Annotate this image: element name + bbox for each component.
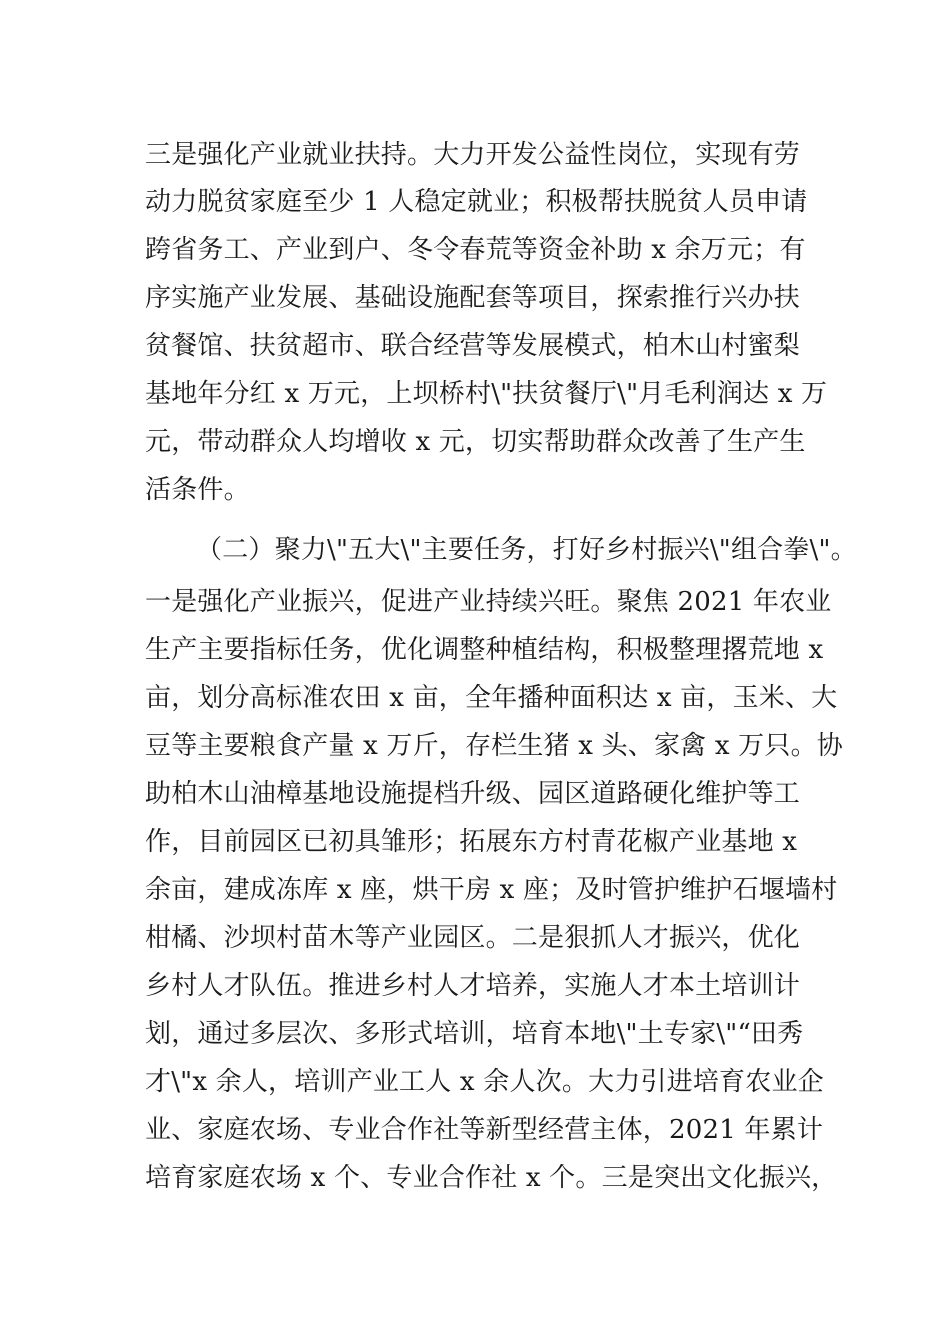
paragraph-line: 豆等主要粮食产量 x 万斤，存栏生猪 x 头、家禽 x 万只。协	[145, 731, 843, 761]
paragraph-line: 三是强化产业就业扶持。大力开发公益性岗位，实现有劳	[145, 140, 801, 170]
paragraph-line: 贫餐馆、扶贫超市、联合经营等发展模式，柏木山村蜜梨	[145, 331, 801, 361]
paragraph-line: 助柏木山油樟基地设施提档升级、园区道路硬化维护等工	[145, 779, 801, 809]
paragraph-line: 活条件。	[145, 475, 250, 505]
paragraph-line: 培育家庭农场 x 个、专业合作社 x 个。三是突出文化振兴，	[145, 1163, 838, 1193]
paragraph-line: 划，通过多层次、多形式培训，培育本地\"土专家\"“田秀	[145, 1019, 804, 1049]
section-heading: （二）聚力\"五大\"主要任务，打好乡村振兴\"组合拳\"。	[196, 535, 857, 565]
paragraph-line: 生产主要指标任务，优化调整种植结构，积极整理撂荒地 x	[145, 635, 824, 665]
paragraph-line: 跨省务工、产业到户、冬令春荒等资金补助 x 余万元；有	[145, 235, 806, 265]
paragraph-line: 一是强化产业振兴，促进产业持续兴旺。聚焦 2021 年农业	[145, 587, 832, 617]
paragraph-line: 元，带动群众人均增收 x 元，切实帮助群众改善了生产生	[145, 427, 806, 457]
paragraph-line: 作，目前园区已初具雏形；拓展东方村青花椒产业基地 x	[145, 827, 798, 857]
paragraph-line: 序实施产业发展、基础设施配套等项目，探索推行兴办扶	[145, 283, 801, 313]
paragraph-line: 乡村人才队伍。推进乡村人才培养，实施人才本土培训计	[145, 971, 801, 1001]
paragraph-line: 柑橘、沙坝村苗木等产业园区。二是狠抓人才振兴，优化	[145, 923, 801, 953]
paragraph-line: 才\"x 余人，培训产业工人 x 余人次。大力引进培育农业企	[145, 1067, 824, 1097]
paragraph-line: 基地年分红 x 万元，上坝桥村\"扶贫餐厅\"月毛利润达 x 万	[145, 379, 828, 409]
paragraph-line: 亩，划分高标准农田 x 亩，全年播种面积达 x 亩，玉米、大	[145, 683, 838, 713]
paragraph-line: 动力脱贫家庭至少 1 人稳定就业；积极帮扶脱贫人员申请	[145, 187, 808, 217]
paragraph-line: 余亩，建成冻库 x 座，烘干房 x 座；及时管护维护石堰墙村	[145, 875, 838, 905]
paragraph-line: 业、家庭农场、专业合作社等新型经营主体，2021 年累计	[145, 1115, 824, 1145]
